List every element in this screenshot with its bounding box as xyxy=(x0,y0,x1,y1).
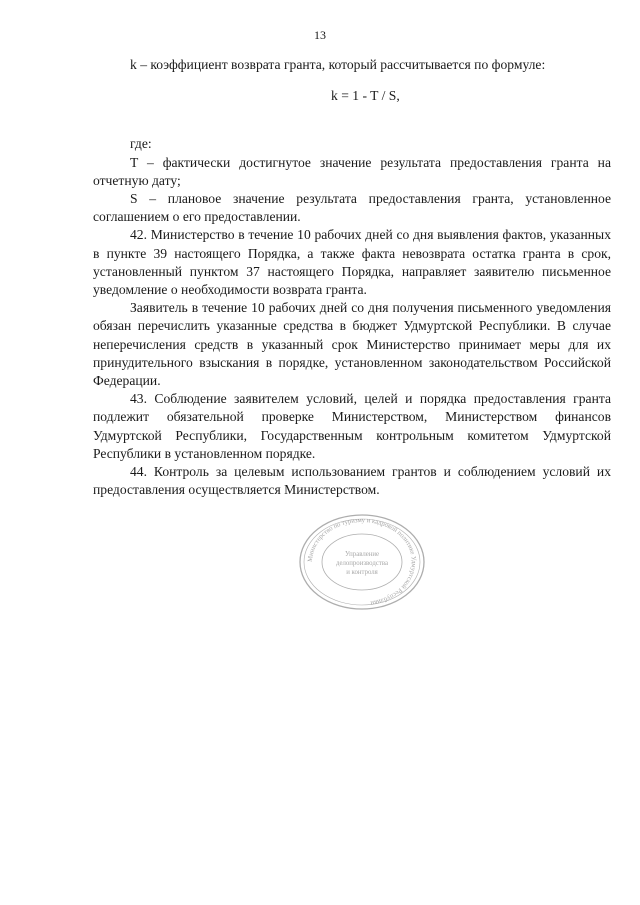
k-definition: k – коэффициент возврата гранта, который рассчитывается по формуле: xyxy=(130,57,546,72)
where-label: где: xyxy=(130,136,152,152)
stamp-ring-text: Министерство по туризму и кадровой политике Удмуртской Республики xyxy=(306,516,418,607)
stamp-center-line-3: и контроля xyxy=(346,569,378,576)
formula: k = 1 - T / S, xyxy=(331,88,400,104)
stamp-center-line-1: Управление xyxy=(344,551,380,558)
applicant-paragraph: Заявитель в течение 10 рабочих дней со дня получения письменного уведомления обязан перечислить указанные средства в бюджет Удмуртской Республики. В случае неперечисления средств в указанный срок Министерство принимает меры для их принудительного взыскания в порядке, установленном законодательством Российской Федерации. xyxy=(93,300,611,389)
paragraph-44: 44. Контроль за целевым использованием грантов и соблюдением условий их предоставления осуществляется Министерством. xyxy=(93,464,611,498)
document-body xyxy=(93,56,611,499)
official-stamp xyxy=(296,512,428,612)
stamp-center-line-2: делопроизводства xyxy=(336,560,388,567)
t-definition: T – фактически достигнутое значение результата предоставления гранта на отчетную дату; xyxy=(93,154,611,188)
paragraph-43: 43. Соблюдение заявителем условий, целей и порядка предоставления гранта подлежит обязательной проверке Министерством, Министерством финансов Удмуртской Республики, Государственным контрольным комитетом Удмуртской Республики в установленном порядке. xyxy=(93,391,611,461)
paragraph-42: 42. Министерство в течение 10 рабочих дней со дня выявления фактов, указанных в пункте 39 настоящего Порядка, а также факта невозврата остатка гранта в срок, установленный пунктом 37 настоящего Порядка, направляет заявителю письменное уведомление о необходимости возврата гранта. xyxy=(93,227,611,298)
s-definition: S – плановое значение результата предоставления гранта, установленное соглашением о его предоставлении. xyxy=(93,191,611,225)
page-number: 13 xyxy=(314,28,326,42)
